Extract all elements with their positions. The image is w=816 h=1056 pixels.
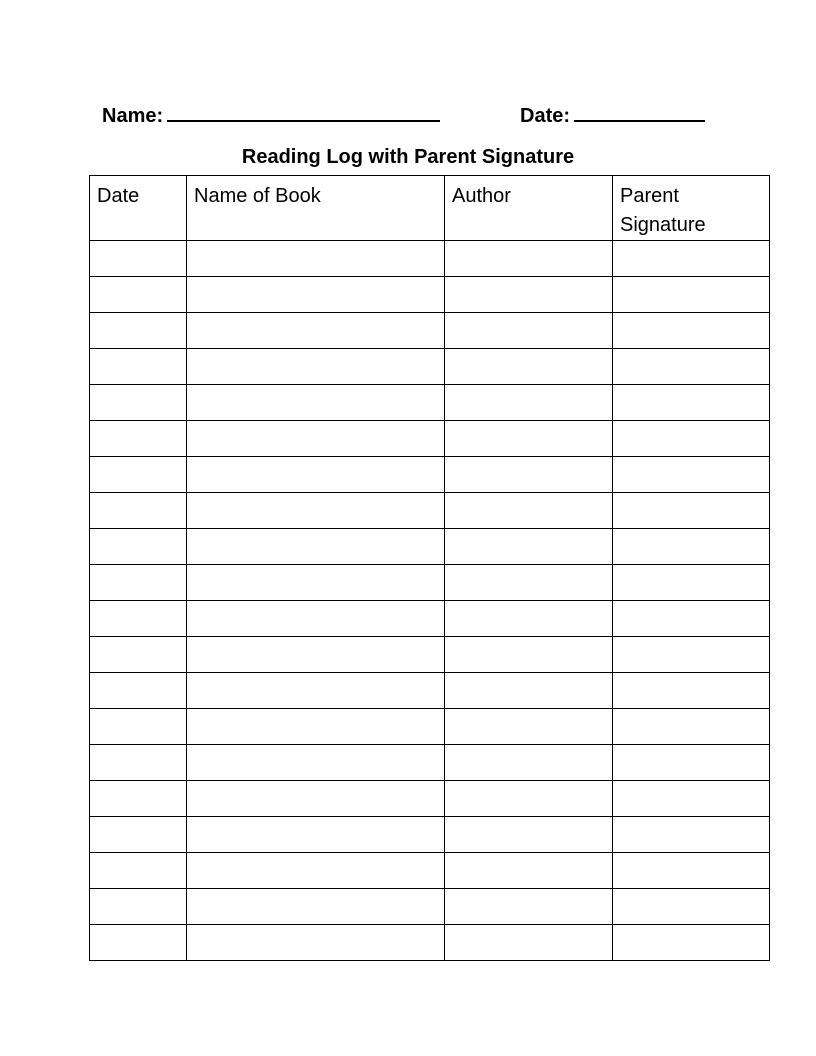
parent-signature-cell[interactable]	[613, 709, 770, 745]
date-cell[interactable]	[90, 241, 187, 277]
date-cell[interactable]	[90, 637, 187, 673]
table-row	[90, 781, 770, 817]
table-row	[90, 277, 770, 313]
date-cell[interactable]	[90, 781, 187, 817]
author-cell[interactable]	[445, 637, 613, 673]
book-name-cell[interactable]	[187, 313, 445, 349]
parent-signature-cell[interactable]	[613, 673, 770, 709]
date-cell[interactable]	[90, 745, 187, 781]
book-name-cell[interactable]	[187, 349, 445, 385]
date-cell[interactable]	[90, 709, 187, 745]
author-cell[interactable]	[445, 241, 613, 277]
date-blank-line[interactable]	[574, 98, 705, 122]
table-body	[90, 241, 770, 961]
date-cell[interactable]	[90, 385, 187, 421]
parent-signature-cell[interactable]	[613, 277, 770, 313]
name-field	[102, 98, 440, 128]
author-cell[interactable]	[445, 529, 613, 565]
date-cell[interactable]	[90, 457, 187, 493]
table-row	[90, 601, 770, 637]
date-label: Date:	[520, 105, 571, 127]
table-row	[90, 241, 770, 277]
author-cell[interactable]	[445, 745, 613, 781]
author-cell[interactable]	[445, 673, 613, 709]
author-cell[interactable]	[445, 853, 613, 889]
column-header-author: Author	[445, 176, 613, 241]
date-cell[interactable]	[90, 817, 187, 853]
date-cell[interactable]	[90, 313, 187, 349]
table-row	[90, 313, 770, 349]
column-header-parent-signature: Parent Signature	[613, 176, 770, 241]
book-name-cell[interactable]	[187, 781, 445, 817]
reading-log-table	[89, 175, 770, 961]
parent-signature-cell[interactable]	[613, 601, 770, 637]
date-cell[interactable]	[90, 349, 187, 385]
column-header-book-name: Name of Book	[187, 176, 445, 241]
book-name-cell[interactable]	[187, 457, 445, 493]
table-header-row	[90, 176, 770, 241]
table-row	[90, 565, 770, 601]
book-name-cell[interactable]	[187, 385, 445, 421]
table-row	[90, 853, 770, 889]
author-cell[interactable]	[445, 565, 613, 601]
date-cell[interactable]	[90, 493, 187, 529]
author-cell[interactable]	[445, 889, 613, 925]
table-row	[90, 709, 770, 745]
book-name-cell[interactable]	[187, 709, 445, 745]
table-row	[90, 421, 770, 457]
author-cell[interactable]	[445, 493, 613, 529]
date-cell[interactable]	[90, 673, 187, 709]
author-cell[interactable]	[445, 601, 613, 637]
name-blank-line[interactable]	[167, 98, 440, 122]
table-row	[90, 385, 770, 421]
table-row	[90, 457, 770, 493]
table-row	[90, 673, 770, 709]
author-cell[interactable]	[445, 421, 613, 457]
page-title: Reading Log with Parent Signature	[241, 146, 575, 168]
date-cell[interactable]	[90, 421, 187, 457]
date-cell[interactable]	[90, 925, 187, 961]
parent-signature-cell[interactable]	[613, 889, 770, 925]
date-cell[interactable]	[90, 277, 187, 313]
date-field	[520, 98, 705, 128]
author-cell[interactable]	[445, 277, 613, 313]
parent-signature-cell[interactable]	[613, 385, 770, 421]
table-row	[90, 889, 770, 925]
author-cell[interactable]	[445, 313, 613, 349]
parent-signature-cell[interactable]	[613, 493, 770, 529]
book-name-cell[interactable]	[187, 673, 445, 709]
book-name-cell[interactable]	[187, 745, 445, 781]
author-cell[interactable]	[445, 457, 613, 493]
parent-signature-cell[interactable]	[613, 421, 770, 457]
parent-signature-cell[interactable]	[613, 457, 770, 493]
author-cell[interactable]	[445, 817, 613, 853]
book-name-cell[interactable]	[187, 637, 445, 673]
author-cell[interactable]	[445, 349, 613, 385]
date-cell[interactable]	[90, 889, 187, 925]
table-row	[90, 493, 770, 529]
book-name-cell[interactable]	[187, 925, 445, 961]
author-cell[interactable]	[445, 925, 613, 961]
parent-signature-cell[interactable]	[613, 745, 770, 781]
name-label: Name:	[102, 105, 164, 127]
author-cell[interactable]	[445, 781, 613, 817]
book-name-cell[interactable]	[187, 529, 445, 565]
author-cell[interactable]	[445, 709, 613, 745]
date-cell[interactable]	[90, 529, 187, 565]
book-name-cell[interactable]	[187, 853, 445, 889]
column-header-date: Date	[90, 176, 187, 241]
parent-signature-cell[interactable]	[613, 853, 770, 889]
table-row	[90, 745, 770, 781]
parent-signature-cell[interactable]	[613, 817, 770, 853]
parent-signature-cell[interactable]	[613, 529, 770, 565]
table-row	[90, 925, 770, 961]
parent-signature-cell[interactable]	[613, 313, 770, 349]
parent-signature-cell[interactable]	[613, 241, 770, 277]
author-cell[interactable]	[445, 385, 613, 421]
book-name-cell[interactable]	[187, 889, 445, 925]
book-name-cell[interactable]	[187, 421, 445, 457]
table-row	[90, 529, 770, 565]
parent-signature-cell[interactable]	[613, 349, 770, 385]
table-row	[90, 817, 770, 853]
book-name-cell[interactable]	[187, 493, 445, 529]
parent-signature-cell[interactable]	[613, 565, 770, 601]
book-name-cell[interactable]	[187, 817, 445, 853]
book-name-cell[interactable]	[187, 277, 445, 313]
table-row	[90, 349, 770, 385]
table-row	[90, 637, 770, 673]
date-cell[interactable]	[90, 601, 187, 637]
book-name-cell[interactable]	[187, 601, 445, 637]
parent-signature-cell[interactable]	[613, 925, 770, 961]
book-name-cell[interactable]	[187, 241, 445, 277]
parent-signature-cell[interactable]	[613, 781, 770, 817]
parent-signature-cell[interactable]	[613, 637, 770, 673]
date-cell[interactable]	[90, 565, 187, 601]
book-name-cell[interactable]	[187, 565, 445, 601]
date-cell[interactable]	[90, 853, 187, 889]
